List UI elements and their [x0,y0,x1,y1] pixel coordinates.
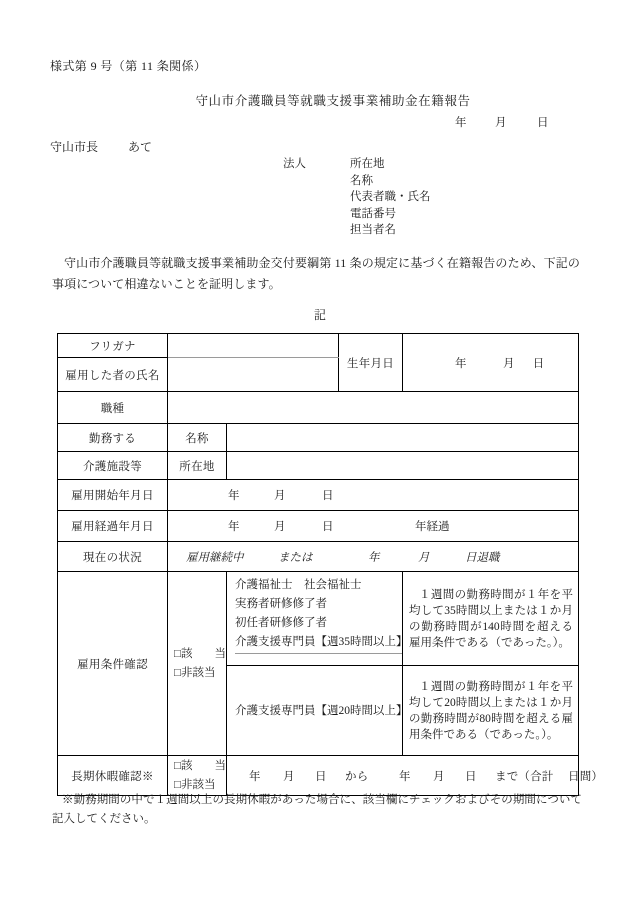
corp-row-name [283,173,431,190]
elapsed-value[interactable] [168,511,579,542]
table-row-job-type [58,392,579,424]
corporation-block [283,156,431,239]
leave-checkbox-group[interactable] [168,756,227,796]
status-continuing: 雇用継続中 [186,551,244,564]
status-month: 月 [418,551,430,564]
leave-from: から [345,770,369,783]
corp-field-address: 所在地 [350,158,385,170]
leave-year-to: 年 [399,770,411,783]
table-row-condition-35 [58,572,579,666]
qualification-item: 実務者研修修了者 [235,598,327,610]
job-type-label: 職種 [58,392,168,424]
qualifications-list-35 [227,572,408,666]
leave-checkbox-applicable-label2: 当 [214,759,226,772]
corp-label-spacer [283,173,350,190]
leave-month-to: 月 [433,770,445,783]
table-row-elapsed [58,511,579,542]
elapsed-day: 日 [322,521,334,533]
addressee [50,138,152,155]
body-paragraph: 守山市介護職員等就職支援事業補助金交付要綱第 11 条の規定に基づく在籍報告のため、下記の事項について相違ないことを証明します。 [52,256,580,291]
birthdate-value[interactable] [403,334,579,392]
facility-label-line2: 介護施設等 [58,452,168,480]
leave-label: 長期休暇確認※ [58,756,168,796]
condition-text-20: １週間の勤務時間が１年を平均して20時間以上または１か月の勤務時間が80時間を超える雇用条件である（であった。）。 [403,666,579,756]
leave-days: 日間） [568,770,604,783]
form-number: 様式第 9 号（第 11 条関係） [50,59,207,73]
checkbox-applicable-label: 該 [180,647,193,660]
corp-label-spacer [283,206,350,223]
condition-text-35: １週間の勤務時間が１年を平均して35時間以上または１か月の勤務時間が140時間を超える雇用条件である（であった。）。 [403,572,579,666]
checkbox-not-applicable[interactable]: □非該当 [174,666,216,679]
checkbox-not-applicable-label: 非該当 [180,666,216,679]
status-or: または [278,551,313,564]
facility-name-label: 名称 [168,424,227,452]
leave-year-from: 年 [249,770,261,783]
qualifications-list-20 [227,666,408,756]
corp-row-representative [283,189,431,206]
facility-label-line1: 勤務する [58,424,168,452]
start-date-label: 雇用開始年月日 [58,480,168,511]
ki-heading: 記 [313,308,326,322]
birthdate-year: 年 [455,357,467,370]
submission-date-year: 年 [455,117,467,129]
employee-name-label: 雇用した者の氏名 [58,358,168,392]
submission-date-line [455,114,549,130]
leave-checkbox-not-applicable[interactable]: □非該当 [174,778,216,791]
facility-address-label: 所在地 [168,452,227,480]
table-row-start-date [58,480,579,511]
addressee-name: 守山市長 [50,140,99,154]
corporation-label: 法人 [283,158,306,170]
corp-field-contact: 担当者名 [350,224,396,236]
status-year: 年 [368,551,380,564]
elapsed-suffix: 年経過 [415,521,450,533]
corp-field-name: 名称 [350,174,373,187]
corp-row-phone [283,206,431,223]
leave-checkbox-applicable[interactable]: □該 当 [174,759,226,772]
furigana-input[interactable] [168,334,339,358]
submission-date-day: 日 [537,117,549,129]
status-value[interactable] [168,542,579,572]
leave-day-from: 日 [315,770,327,783]
submission-date-month: 月 [495,117,507,129]
corp-field-representative: 代表者職・氏名 [350,191,431,203]
leave-checkbox-not-applicable-label: 非該当 [180,778,216,791]
table-row-facility-name [58,424,579,452]
report-table [57,333,604,796]
leave-day-to: 日 [465,770,477,783]
page-title: 守山市介護職員等就職支援事業補助金在籍報告 [195,94,471,108]
birthdate-day: 日 [532,357,545,370]
table-row-status [58,542,579,572]
status-retire: 日退職 [465,551,500,564]
corp-label-spacer [283,222,350,239]
qualification-item: 初任者研修修了者 [235,617,327,629]
corp-row-address [283,156,431,173]
employee-name-input[interactable] [168,358,339,392]
condition-checkbox-group[interactable] [168,572,227,756]
status-label: 現在の状況 [58,542,168,572]
addressee-suffix: あて [128,140,153,154]
leave-period-value[interactable] [227,756,604,796]
elapsed-label: 雇用経過年月日 [58,511,168,542]
start-date-value[interactable] [168,480,579,511]
furigana-label: フリガナ [58,334,168,358]
leave-checkbox-applicable-label: 該 [180,759,193,772]
start-date-month: 月 [274,490,286,502]
elapsed-month: 月 [274,521,286,533]
job-type-input[interactable] [168,392,579,424]
checkbox-applicable-label2: 当 [214,647,226,660]
condition-label: 雇用条件確認 [58,572,168,756]
table-row-furigana [58,334,579,358]
table-row-leave [58,756,579,796]
leave-month-from: 月 [283,770,295,783]
footnote: ※勤務期間の中で１週間以上の長期休暇があった場合に、該当欄にチェックおよびその期間について記入してください。 [52,794,582,825]
corp-field-phone: 電話番号 [350,207,396,220]
checkbox-applicable[interactable]: □該 当 [174,647,226,660]
qualification-care-manager-35: 介護支援専門員【週35時間以上】 [235,633,402,654]
start-date-day: 日 [322,490,334,502]
birthdate-month: 月 [503,357,515,370]
qualification-care-manager-20: 介護支援専門員【週20時間以上】 [235,704,408,717]
birthdate-label: 生年月日 [339,334,403,392]
facility-name-input[interactable] [227,424,579,452]
start-date-year: 年 [228,490,240,502]
leave-to: まで（合計 [495,770,554,783]
elapsed-year: 年 [228,521,240,533]
table-row-facility-address [58,452,579,480]
facility-address-input[interactable] [227,452,579,480]
corp-row-contact [283,222,431,239]
qualification-item: 介護福祉士 社会福祉士 [235,579,362,591]
corp-label-spacer [283,189,350,206]
